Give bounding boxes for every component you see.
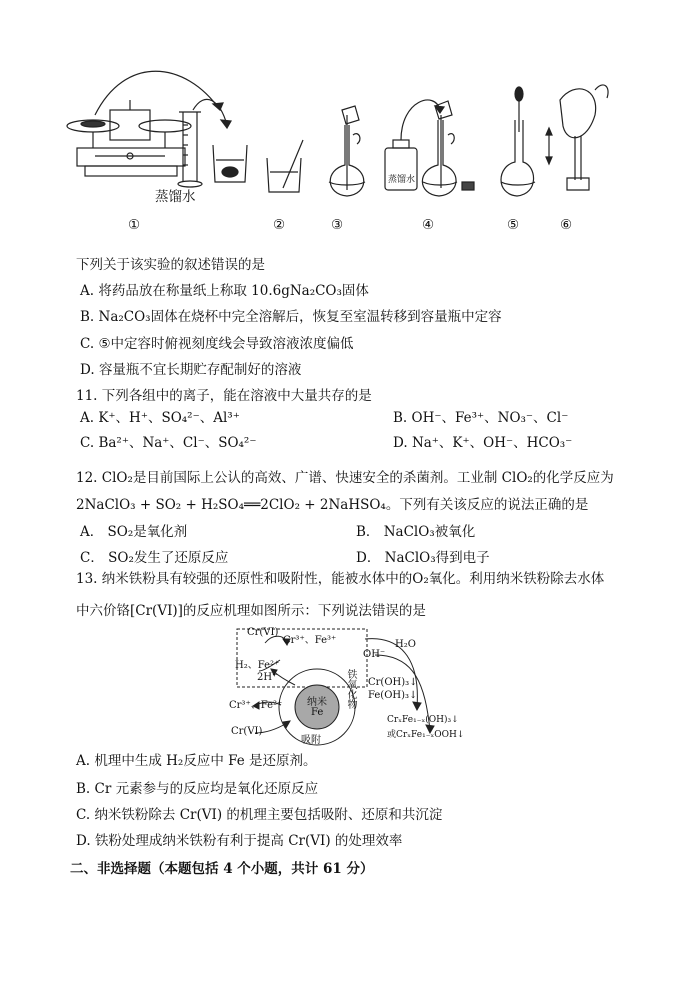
option-letter: C. xyxy=(76,807,91,823)
option-letter: C. xyxy=(80,435,95,451)
dropper-flask-icon xyxy=(501,87,535,196)
option-letter: B． xyxy=(356,524,380,540)
option-text: 将药品放在称量纸上称取 10.6gNa₂CO₃固体 xyxy=(98,283,369,299)
distilled-water-label: 蒸馏水 xyxy=(155,189,196,204)
step-number-3: ③ xyxy=(331,217,344,233)
mech-cr3-fe2: Cr³⁺、Fe²⁺ xyxy=(229,700,283,711)
q13-stem-line1: 13. 纳米铁粉具有较强的还原性和吸附性，能被水体中的O₂氧化。利用纳米铁粉除去水体 xyxy=(76,571,605,587)
mech-cr3-fe3: Cr³⁺、Fe³⁺ xyxy=(283,635,337,646)
option-letter: C. xyxy=(80,336,95,352)
q12-option-d xyxy=(356,549,490,567)
section-2-heading: 二、非选择题（本题包括 4 个小题，共计 61 分） xyxy=(70,861,374,877)
option-text: ⑤中定容时俯视刻度线会导致溶液浓度偏低 xyxy=(98,336,354,352)
q13-option-d xyxy=(76,832,402,850)
option-letter: B. xyxy=(76,781,91,797)
option-letter: D. xyxy=(393,435,408,451)
option-letter: A． xyxy=(80,524,104,540)
option-text: NaClO₃被氧化 xyxy=(383,524,476,540)
apparatus-drawing xyxy=(55,70,655,240)
mech-precip-2: 或CrₓFe₁₋ₓOOH↓ xyxy=(387,730,465,740)
option-text: Cr 元素参与的反应均是氧化还原反应 xyxy=(94,781,319,797)
option-text: K⁺、H⁺、SO₄²⁻、Al³⁺ xyxy=(98,410,240,426)
q11-option-b xyxy=(393,409,568,427)
balance-icon xyxy=(67,100,191,176)
option-text: Na⁺、K⁺、OH⁻、HCO₃⁻ xyxy=(411,435,573,451)
transfer-arrow-1 xyxy=(95,71,220,115)
q11-stem: 11. 下列各组中的离子，能在溶液中大量共存的是 xyxy=(76,388,372,404)
option-text: Ba²⁺、Na⁺、Cl⁻、SO₄²⁻ xyxy=(98,435,257,451)
graduated-cylinder-icon xyxy=(178,112,202,187)
bottle-label: 蒸馏水 xyxy=(388,174,416,184)
option-text: 纳米铁粉除去 Cr(VI) 的机理主要包括吸附、还原和共沉淀 xyxy=(94,807,443,823)
q11-option-a xyxy=(80,409,240,427)
option-letter: B. xyxy=(393,410,408,426)
mech-hydroxide-2: Fe(OH)₃↓ xyxy=(368,690,418,701)
mech-shell-label: 铁氧化物 xyxy=(345,669,356,709)
q13-option-b xyxy=(76,780,318,798)
mech-precip-1: CrₓFe₁₋ₓ(OH)₃↓ xyxy=(387,715,459,725)
option-letter: D． xyxy=(356,550,381,566)
mech-adsorb-label: 吸附 xyxy=(301,735,321,746)
figure-nano-iron-mechanism xyxy=(225,625,505,750)
q13-stem-line2: 中六价铬[Cr(VI)]的反应机理如图所示：下列说法错误的是 xyxy=(76,603,426,619)
option-letter: A. xyxy=(80,410,95,426)
q12-option-b xyxy=(356,523,475,541)
q10-option-d xyxy=(80,361,301,379)
step-number-5: ⑤ xyxy=(507,217,520,233)
step-number-4: ④ xyxy=(422,217,435,233)
beaker-stirring-icon xyxy=(267,140,303,192)
q12-option-a xyxy=(80,523,187,541)
mech-crvi-bottom: Cr(VI) xyxy=(231,726,263,737)
option-text: SO₂是氧化剂 xyxy=(107,524,188,540)
option-text: 铁粉处理成纳米铁粉有利于提高 Cr(VI) 的处理效率 xyxy=(94,833,403,849)
mech-core-label-1: 纳米 xyxy=(307,697,327,708)
option-letter: D. xyxy=(80,362,95,378)
option-text: OH⁻、Fe³⁺、NO₃⁻、Cl⁻ xyxy=(411,410,569,426)
volumetric-flask-pour-icon xyxy=(329,106,365,196)
q11-option-c xyxy=(80,434,256,452)
option-text: NaClO₃得到电子 xyxy=(384,550,490,566)
option-text: SO₂发生了还原反应 xyxy=(108,550,229,566)
mech-core-label-2: Fe xyxy=(311,707,324,718)
q10-stem: 下列关于该实验的叙述错误的是 xyxy=(76,257,265,273)
mech-hydroxide-1: Cr(OH)₃↓ xyxy=(368,677,418,688)
option-text: 机理中生成 H₂反应中 Fe 是还原剂。 xyxy=(94,753,317,769)
figure-solution-steps xyxy=(55,70,655,240)
q10-option-a xyxy=(80,282,369,300)
option-letter: A. xyxy=(76,753,91,769)
mech-2h: 2H⁺ xyxy=(257,672,278,683)
step-number-1: ① xyxy=(128,217,141,233)
step-number-6: ⑥ xyxy=(560,217,573,233)
option-text: 容量瓶不宜长期贮存配制好的溶液 xyxy=(98,362,302,378)
q13-option-a xyxy=(76,752,317,770)
q11-option-d xyxy=(393,434,572,452)
beaker-icon xyxy=(213,145,247,182)
option-letter: C． xyxy=(80,550,104,566)
mech-oh: OH⁻ xyxy=(363,649,386,660)
q13-option-c xyxy=(76,806,442,824)
option-letter: A. xyxy=(80,283,95,299)
option-text: Na₂CO₃固体在烧杯中完全溶解后，恢复至室温转移到容量瓶中定容 xyxy=(98,309,502,325)
q10-option-c xyxy=(80,335,354,353)
mech-h2o: H₂O xyxy=(395,639,416,650)
inverted-flask-icon xyxy=(546,85,608,190)
mech-crvi-top: Cr(VI) xyxy=(247,627,279,638)
q12-option-c xyxy=(80,549,228,567)
q12-stem-line2: 2NaClO₃ + SO₂ + H₂SO₄══2ClO₂ + 2NaHSO₄。下列有关该反应的说法正确的是 xyxy=(76,497,589,513)
q10-option-b xyxy=(80,308,502,326)
q12-stem-line1: 12. ClO₂是目前国际上公认的高效、广谱、快速安全的杀菌剂。工业制 ClO₂的化学反应为 xyxy=(76,470,614,486)
option-letter: D. xyxy=(76,833,91,849)
option-letter: B. xyxy=(80,309,95,325)
step-number-2: ② xyxy=(273,217,286,233)
mech-h2-fe2: H₂、Fe²⁺ xyxy=(235,660,280,671)
